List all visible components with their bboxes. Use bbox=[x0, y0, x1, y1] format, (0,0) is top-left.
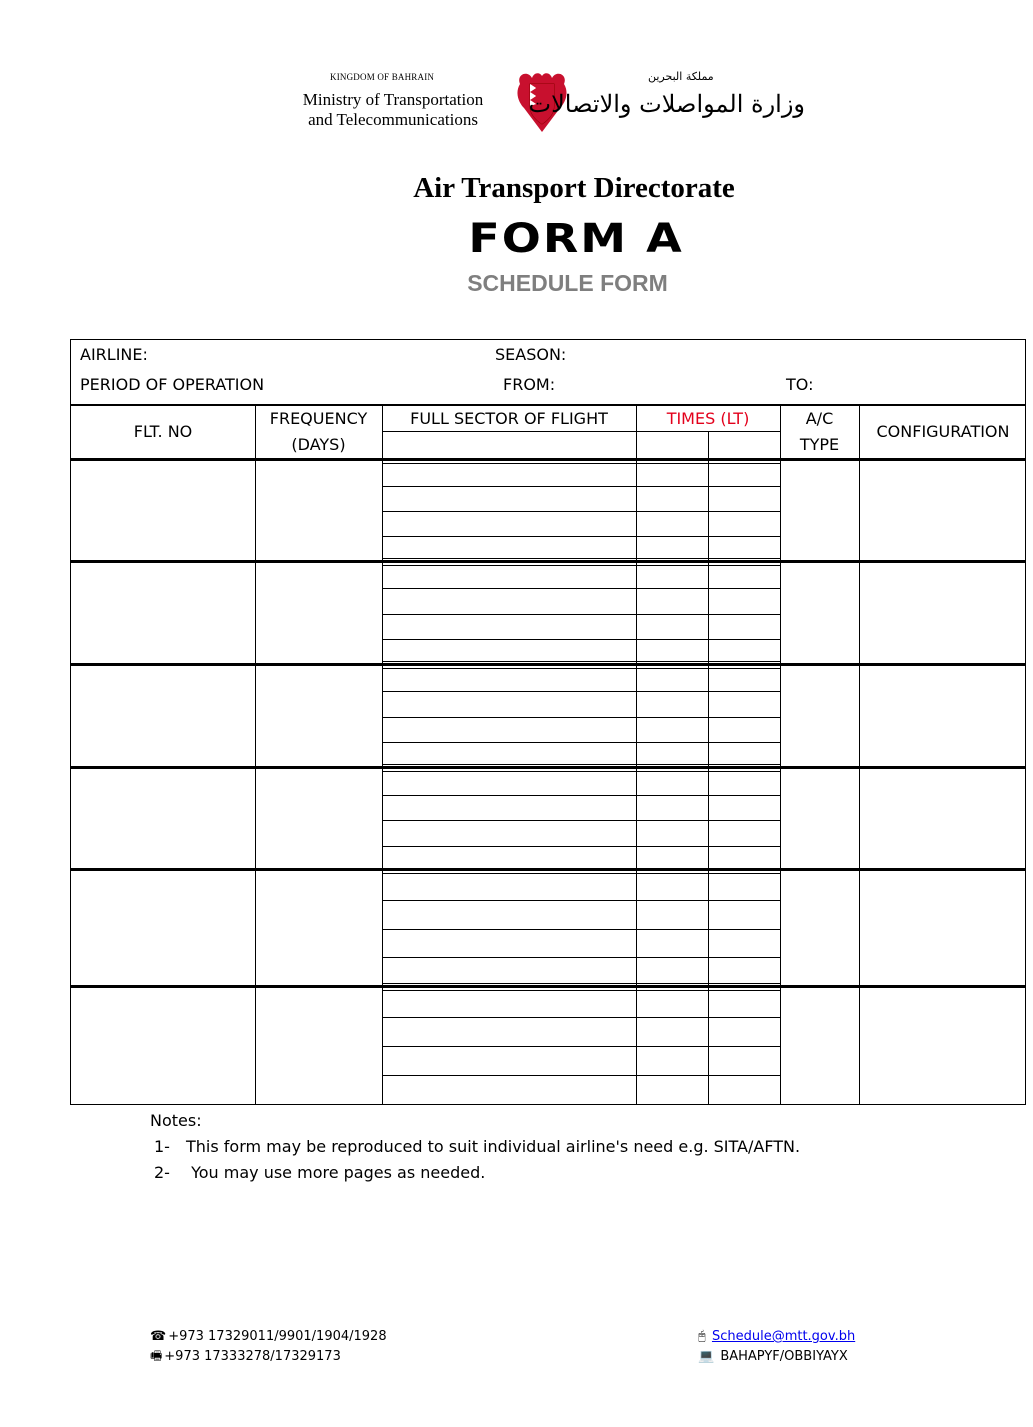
grid-line bbox=[382, 873, 780, 874]
grid-line bbox=[71, 560, 1025, 563]
grid-line bbox=[382, 771, 780, 772]
email-link[interactable]: Schedule@mtt.gov.bh bbox=[711, 1329, 856, 1344]
grid-line bbox=[382, 764, 780, 765]
to-label: TO: bbox=[786, 375, 814, 394]
grid-line bbox=[71, 868, 1025, 871]
grid-line bbox=[382, 463, 780, 464]
phone-icon: ☎ bbox=[150, 1329, 167, 1344]
season-label: SEASON: bbox=[495, 345, 567, 364]
grid-line bbox=[382, 957, 780, 958]
col-frequency: FREQUENCY (DAYS) bbox=[269, 409, 368, 454]
notes-section bbox=[150, 1108, 800, 1186]
kingdom-label: KINGDOM OF BAHRAIN bbox=[330, 72, 435, 82]
grid-line bbox=[382, 511, 780, 512]
grid-line bbox=[382, 558, 780, 559]
ministry-name: Ministry of Transportation and Telecommunications bbox=[302, 90, 484, 129]
mouse-icon: 🖰 bbox=[698, 1329, 706, 1344]
grid-line bbox=[382, 691, 780, 692]
grid-line bbox=[71, 404, 1025, 406]
col-flt-no: FLT. NO bbox=[133, 422, 193, 441]
grid-line bbox=[71, 458, 1025, 461]
grid-line bbox=[71, 663, 1025, 666]
fax-number: +973 17333278/17329173 bbox=[164, 1349, 341, 1364]
grid-line bbox=[255, 404, 256, 1104]
period-label: PERIOD OF OPERATION bbox=[80, 375, 265, 394]
footer-online bbox=[698, 1327, 855, 1367]
grid-line bbox=[780, 404, 781, 1104]
sita-line bbox=[698, 1347, 855, 1367]
grid-line bbox=[382, 486, 780, 487]
grid-line bbox=[382, 983, 780, 984]
directorate-title: Air Transport Directorate bbox=[413, 172, 735, 204]
note-item: 2- You may use more pages as needed. bbox=[154, 1163, 486, 1182]
grid-line bbox=[708, 431, 709, 458]
grid-line bbox=[382, 1075, 780, 1076]
arabic-kingdom-label: مملكة البحرين bbox=[648, 70, 714, 83]
grid-line bbox=[382, 536, 780, 537]
note-item: 1- This form may be reproduced to suit individual airline's need e.g. SITA/AFTN. bbox=[154, 1137, 801, 1156]
grid-line bbox=[382, 717, 780, 718]
grid-line bbox=[382, 900, 780, 901]
grid-line bbox=[382, 614, 780, 615]
col-sector: FULL SECTOR OF FLIGHT bbox=[410, 409, 608, 428]
footer-contacts bbox=[150, 1327, 387, 1367]
notes-title: Notes: bbox=[150, 1111, 202, 1130]
grid-line bbox=[859, 404, 860, 1104]
grid-line bbox=[71, 766, 1025, 769]
grid-line bbox=[382, 820, 780, 821]
grid-line bbox=[382, 795, 780, 796]
col-ac-type: A/C TYPE bbox=[799, 409, 840, 454]
from-label: FROM: bbox=[503, 375, 556, 394]
grid-line bbox=[382, 1046, 780, 1047]
fax-icon: 🖷 bbox=[150, 1349, 163, 1364]
grid-line bbox=[382, 742, 780, 743]
col-times: TIMES (LT) bbox=[666, 409, 750, 428]
grid-line bbox=[382, 565, 780, 566]
airline-label: AIRLINE: bbox=[80, 345, 148, 364]
arabic-ministry-name: وزارة المواصلات والاتصالات bbox=[528, 90, 805, 118]
schedule-table bbox=[70, 339, 1026, 1105]
grid-line bbox=[636, 404, 637, 1104]
grid-line bbox=[382, 404, 383, 1104]
grid-line bbox=[71, 985, 1025, 988]
phone-line bbox=[150, 1327, 387, 1347]
grid-line bbox=[382, 661, 780, 662]
email-line bbox=[698, 1327, 855, 1347]
grid-line bbox=[382, 929, 780, 930]
form-title: FORM A bbox=[468, 214, 684, 262]
grid-line bbox=[382, 1017, 780, 1018]
form-subtitle: SCHEDULE FORM bbox=[467, 270, 668, 296]
computer-icon: 💻 bbox=[698, 1349, 715, 1364]
grid-line bbox=[382, 846, 780, 847]
sita-address: BAHAPYF/OBBIYAYX bbox=[720, 1349, 848, 1364]
grid-line bbox=[382, 431, 780, 432]
col-configuration: CONFIGURATION bbox=[876, 422, 1010, 441]
phone-number: +973 17329011/9901/1904/1928 bbox=[168, 1329, 387, 1344]
grid-line bbox=[382, 668, 780, 669]
grid-line bbox=[382, 990, 780, 991]
grid-line bbox=[382, 639, 780, 640]
grid-line bbox=[382, 588, 780, 589]
grid-line bbox=[708, 458, 709, 1104]
ministry-logo bbox=[280, 68, 810, 138]
fax-line bbox=[150, 1347, 387, 1367]
